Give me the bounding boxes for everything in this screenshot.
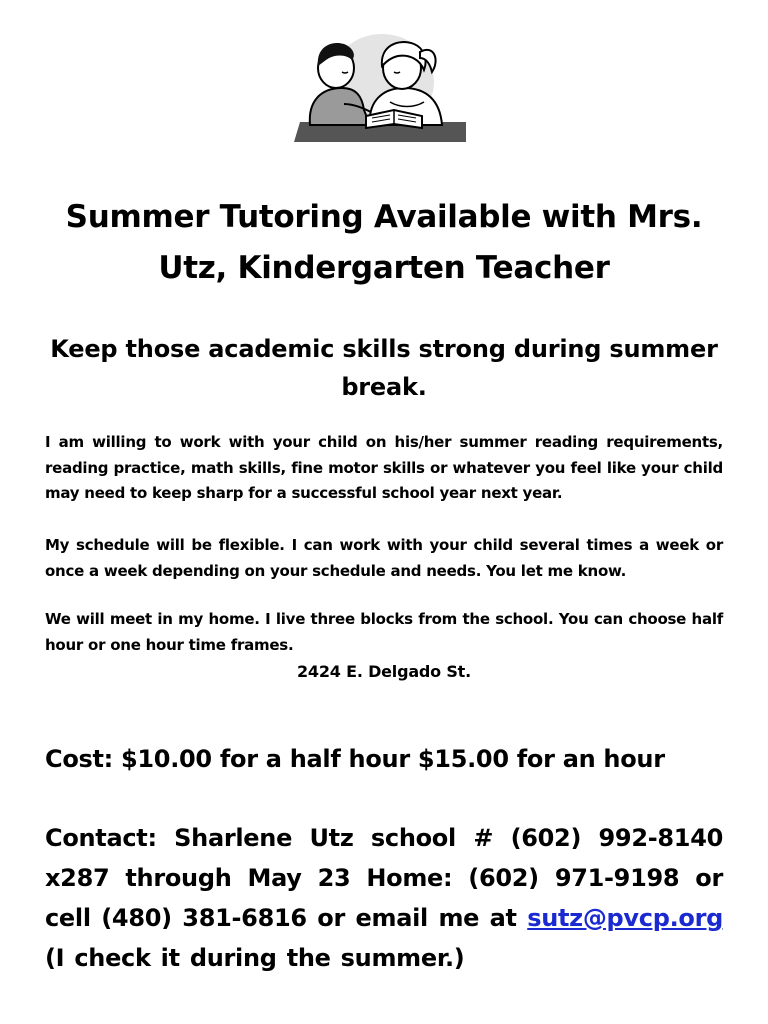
schedule-paragraph: My schedule will be flexible. I can work with your child several times a week or once a week depending on your schedule and needs. You let me know. xyxy=(45,536,723,580)
email-link[interactable]: sutz@pvcp.org xyxy=(527,904,723,932)
home-address: 2424 E. Delgado St. xyxy=(296,662,471,681)
contact-note: (I check it during the summer.) xyxy=(45,944,465,972)
flyer-subtitle: Keep those academic skills strong during summer break. xyxy=(50,335,718,401)
children-reading-book-icon xyxy=(290,30,470,150)
contact-text: Contact: Sharlene Utz school # (602) 992-8140 x287 through May 23 Home: (602) 971-9198 or cell (480) 381-6816 or email me at xyxy=(45,824,723,932)
flyer-title: Summer Tutoring Available with Mrs. Utz, Kindergarten Teacher xyxy=(65,199,703,286)
location-paragraph: We will meet in my home. I live three blocks from the school. You can choose half hour or one hour time frames. xyxy=(45,610,723,654)
cost-line: Cost: $10.00 for a half hour $15.00 for an hour xyxy=(45,745,665,773)
contact-paragraph xyxy=(45,818,723,978)
services-paragraph: I am willing to work with your child on his/her summer reading requirements, reading practice, math skills, fine motor skills or whatever you feel like your child may need to keep sharp for a successful school year next year. xyxy=(45,433,723,502)
